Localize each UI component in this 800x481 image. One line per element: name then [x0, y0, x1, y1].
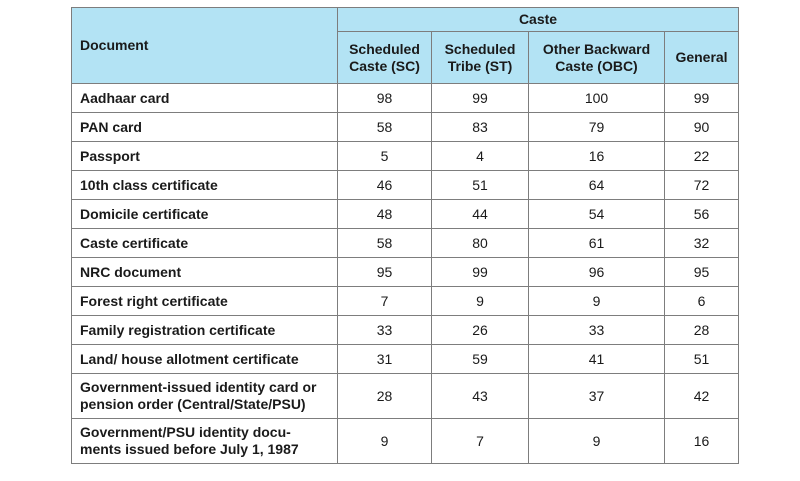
document-name-cell: Land/ house allotment certificate [72, 345, 338, 374]
caste-group-header: Caste [338, 8, 739, 32]
table-row [72, 229, 739, 258]
obc-value-cell: 54 [529, 200, 665, 229]
st-value-cell: 4 [432, 142, 529, 171]
document-name-cell: Passport [72, 142, 338, 171]
st-value-cell: 83 [432, 113, 529, 142]
table-row [72, 287, 739, 316]
general-value-cell: 6 [665, 287, 739, 316]
general-value-cell: 51 [665, 345, 739, 374]
general-value-cell: 22 [665, 142, 739, 171]
obc-value-cell: 100 [529, 84, 665, 113]
sc-value-cell: 5 [338, 142, 432, 171]
general-value-cell: 56 [665, 200, 739, 229]
st-value-cell: 43 [432, 374, 529, 419]
st-value-cell: 26 [432, 316, 529, 345]
header-row-top [72, 8, 739, 32]
sc-value-cell: 7 [338, 287, 432, 316]
obc-column-header: Other Backward Caste (OBC) [529, 32, 665, 84]
document-name-cell: Forest right certificate [72, 287, 338, 316]
obc-value-cell: 61 [529, 229, 665, 258]
obc-value-cell: 79 [529, 113, 665, 142]
sc-value-cell: 9 [338, 419, 432, 464]
table-row [72, 142, 739, 171]
sc-value-cell: 95 [338, 258, 432, 287]
obc-value-cell: 96 [529, 258, 665, 287]
obc-value-cell: 37 [529, 374, 665, 419]
sc-value-cell: 46 [338, 171, 432, 200]
table-body [72, 84, 739, 464]
document-name-cell: Caste certificate [72, 229, 338, 258]
st-value-cell: 80 [432, 229, 529, 258]
document-name-cell: Family registration certificate [72, 316, 338, 345]
sc-value-cell: 28 [338, 374, 432, 419]
document-name-cell: PAN card [72, 113, 338, 142]
documents-by-caste-table [71, 7, 739, 464]
general-value-cell: 16 [665, 419, 739, 464]
general-value-cell: 99 [665, 84, 739, 113]
st-value-cell: 44 [432, 200, 529, 229]
st-value-cell: 9 [432, 287, 529, 316]
sc-column-header: Scheduled Caste (SC) [338, 32, 432, 84]
general-value-cell: 95 [665, 258, 739, 287]
document-name-cell: 10th class certificate [72, 171, 338, 200]
document-name-cell: Government-issued identity card or pension order (Central/State/PSU) [72, 374, 338, 419]
sc-value-cell: 58 [338, 229, 432, 258]
document-name-cell: NRC document [72, 258, 338, 287]
obc-value-cell: 41 [529, 345, 665, 374]
table-row [72, 113, 739, 142]
sc-value-cell: 98 [338, 84, 432, 113]
st-value-cell: 7 [432, 419, 529, 464]
table-row [72, 345, 739, 374]
obc-value-cell: 64 [529, 171, 665, 200]
table-row [72, 200, 739, 229]
st-column-header: Scheduled Tribe (ST) [432, 32, 529, 84]
st-value-cell: 99 [432, 84, 529, 113]
table-row [72, 316, 739, 345]
sc-value-cell: 48 [338, 200, 432, 229]
st-value-cell: 99 [432, 258, 529, 287]
obc-value-cell: 9 [529, 287, 665, 316]
document-column-header: Document [72, 8, 338, 84]
sc-value-cell: 58 [338, 113, 432, 142]
table-row [72, 258, 739, 287]
document-name-cell: Domicile certificate [72, 200, 338, 229]
general-value-cell: 72 [665, 171, 739, 200]
sc-value-cell: 33 [338, 316, 432, 345]
st-value-cell: 59 [432, 345, 529, 374]
obc-value-cell: 9 [529, 419, 665, 464]
general-value-cell: 32 [665, 229, 739, 258]
sc-value-cell: 31 [338, 345, 432, 374]
general-value-cell: 90 [665, 113, 739, 142]
document-name-cell: Government/PSU identity docu- ments issued before July 1, 1987 [72, 419, 338, 464]
obc-value-cell: 33 [529, 316, 665, 345]
table-row [72, 84, 739, 113]
table-row [72, 171, 739, 200]
obc-value-cell: 16 [529, 142, 665, 171]
general-value-cell: 42 [665, 374, 739, 419]
general-value-cell: 28 [665, 316, 739, 345]
table-row [72, 419, 739, 464]
general-column-header: General [665, 32, 739, 84]
document-name-cell: Aadhaar card [72, 84, 338, 113]
table-row [72, 374, 739, 419]
st-value-cell: 51 [432, 171, 529, 200]
